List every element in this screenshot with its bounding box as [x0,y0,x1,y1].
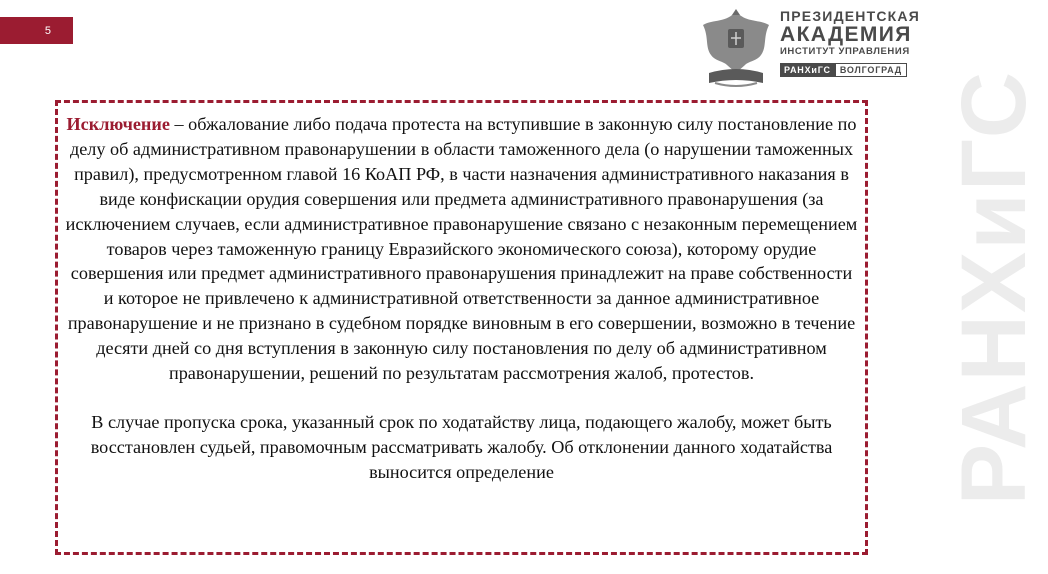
eagle-emblem-icon [697,3,775,93]
paragraph-1-text: – обжалование либо подача протеста на вступившие в законную силу постановление по делу об административном правонарушении в области таможенного дела (о нарушении таможенных правил), предусмотренном главой 16 КоАП РФ, в части назначения административного наказания в виде конфискации орудия совершения или предмета административного правонарушения (за исключением случаев, если административное правонарушение связано с незаконным перемещением товаров через таможенную границу Евразийского экономического союза), которому орудие совершения или предмет административного правонарушения принадлежит на праве собственности и которое не привлечено к административной ответственности за данное административное правонарушение и не признано в судебном порядке виновным в его совершении, возможно в течение десяти дней со дня вступления в законную силу постановления по делу об административном правонарушении, решений по результатам рассмотрения жалоб, протестов. [65,114,858,384]
logo-line-3: ИНСТИТУТ УПРАВЛЕНИЯ [780,46,910,57]
paragraph-gap [64,386,859,410]
slide-number: 5 [44,24,51,37]
watermark [943,0,1046,574]
paragraph-1 [64,112,859,386]
slide-number-badge [0,17,73,44]
logo-tag-volgograd: ВОЛГОГРАД [835,63,907,77]
logo-line-2: АКАДЕМИЯ [780,23,912,46]
watermark-text: РАНХиГС [943,69,1046,505]
content-box [55,100,868,555]
logo-tags [780,63,922,77]
logo-line-1: ПРЕЗИДЕНТСКАЯ [780,8,920,24]
highlighted-term: Исключение [66,114,170,134]
logo-text [780,8,922,77]
paragraph-2: В случае пропуска срока, указанный срок по ходатайству лица, подающего жалобу, может быть восстановлен судьей, правомочным рассматривать жалобу. Об отклонении данного ходатайства выносится определение [90,411,833,482]
academy-logo [697,3,922,93]
logo-tag-ranepa: РАНХиГС [780,63,835,77]
